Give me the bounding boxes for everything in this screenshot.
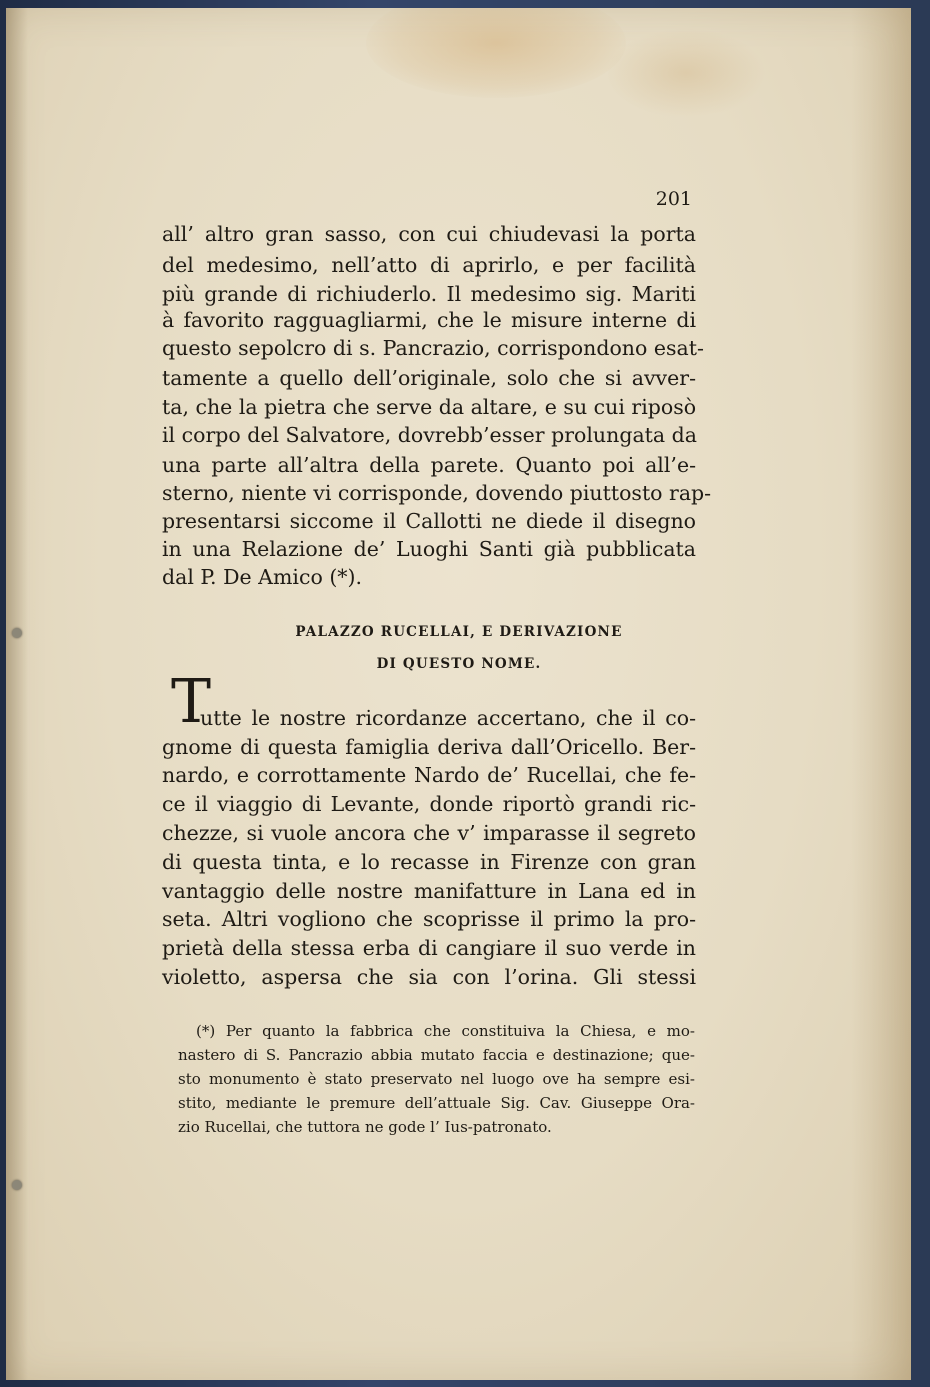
text-line: à favorito ragguagliarmi, che le misure interne di (162, 308, 696, 332)
footnote-line: nastero di S. Pancrazio abbia mutato faccia e destinazione; que- (178, 1046, 695, 1064)
text-line: chezze, si vuole ancora che v’ imparasse il segreto (162, 821, 696, 845)
text-line: sterno, niente vi corrisponde, dovendo piuttosto rap- (162, 481, 712, 505)
page-gutter-shadow (6, 8, 28, 1380)
section-heading-subline: DI QUESTO NOME. (376, 656, 542, 672)
text-line: ce il viaggio di Levante, donde riportò grandi ric- (162, 792, 696, 816)
water-stain-secondary (606, 28, 766, 118)
text-line: del medesimo, nell’atto di aprirlo, e per facilità (162, 253, 696, 277)
drop-cap: T (171, 667, 212, 737)
text-line: seta. Altri vogliono che scoprisse il primo la pro- (162, 907, 696, 931)
water-stain (366, 8, 626, 98)
text-line: più grande di richiuderlo. Il medesimo sig. Mariti (162, 282, 696, 306)
section-heading: PALAZZO RUCELLAI, E DERIVAZIONE (295, 624, 623, 640)
text-line: dal P. De Amico (*). (162, 565, 363, 589)
text-line: il corpo del Salvatore, dovrebb’esser prolungata da (162, 423, 697, 447)
footnote-line: sto monumento è stato preservato nel luogo ove ha sempre esi- (178, 1070, 695, 1088)
text-line: nardo, e corrottamente Nardo de’ Rucellai, che fe- (162, 763, 696, 787)
text-line: presentarsi siccome il Callotti ne diede il disegno (162, 509, 696, 533)
book-page (6, 8, 911, 1380)
text-line: prietà della stessa erba di cangiare il suo verde in (162, 936, 696, 960)
binding-hole-icon (12, 1180, 22, 1190)
footnote-line: stito, mediante le premure dell’attuale Sig. Cav. Giuseppe Ora- (178, 1094, 695, 1112)
footnote-line: (*) Per quanto la fabbrica che constituiva la Chiesa, e mo- (196, 1022, 695, 1040)
text-line: ta, che la pietra che serve da altare, e su cui riposò (162, 395, 697, 419)
text-line: vantaggio delle nostre manifatture in Lana ed in (162, 879, 696, 903)
text-line: all’ altro gran sasso, con cui chiudevasi la porta (162, 222, 696, 246)
text-line: gnome di questa famiglia deriva dall’Oricello. Ber- (162, 735, 696, 759)
text-line: in una Relazione de’ Luoghi Santi già pubblicata (162, 537, 696, 561)
text-line: una parte all’altra della parete. Quanto poi all’e- (162, 453, 696, 477)
footnote-line: zio Rucellai, che tuttora ne gode l’ Ius-patronato. (178, 1118, 552, 1136)
text-line: violetto, aspersa che sia con l’orina. Gli stessi (162, 965, 696, 989)
text-line: tamente a quello dell’originale, solo che si avver- (162, 366, 696, 390)
page-number: 201 (655, 188, 692, 210)
text-line: questo sepolcro di s. Pancrazio, corrispondono esat- (162, 336, 704, 360)
edge-discoloration (851, 8, 911, 1380)
text-line: di questa tinta, e lo recasse in Firenze con gran (162, 850, 696, 874)
text-line: utte le nostre ricordanze accertano, che il co- (200, 706, 696, 730)
